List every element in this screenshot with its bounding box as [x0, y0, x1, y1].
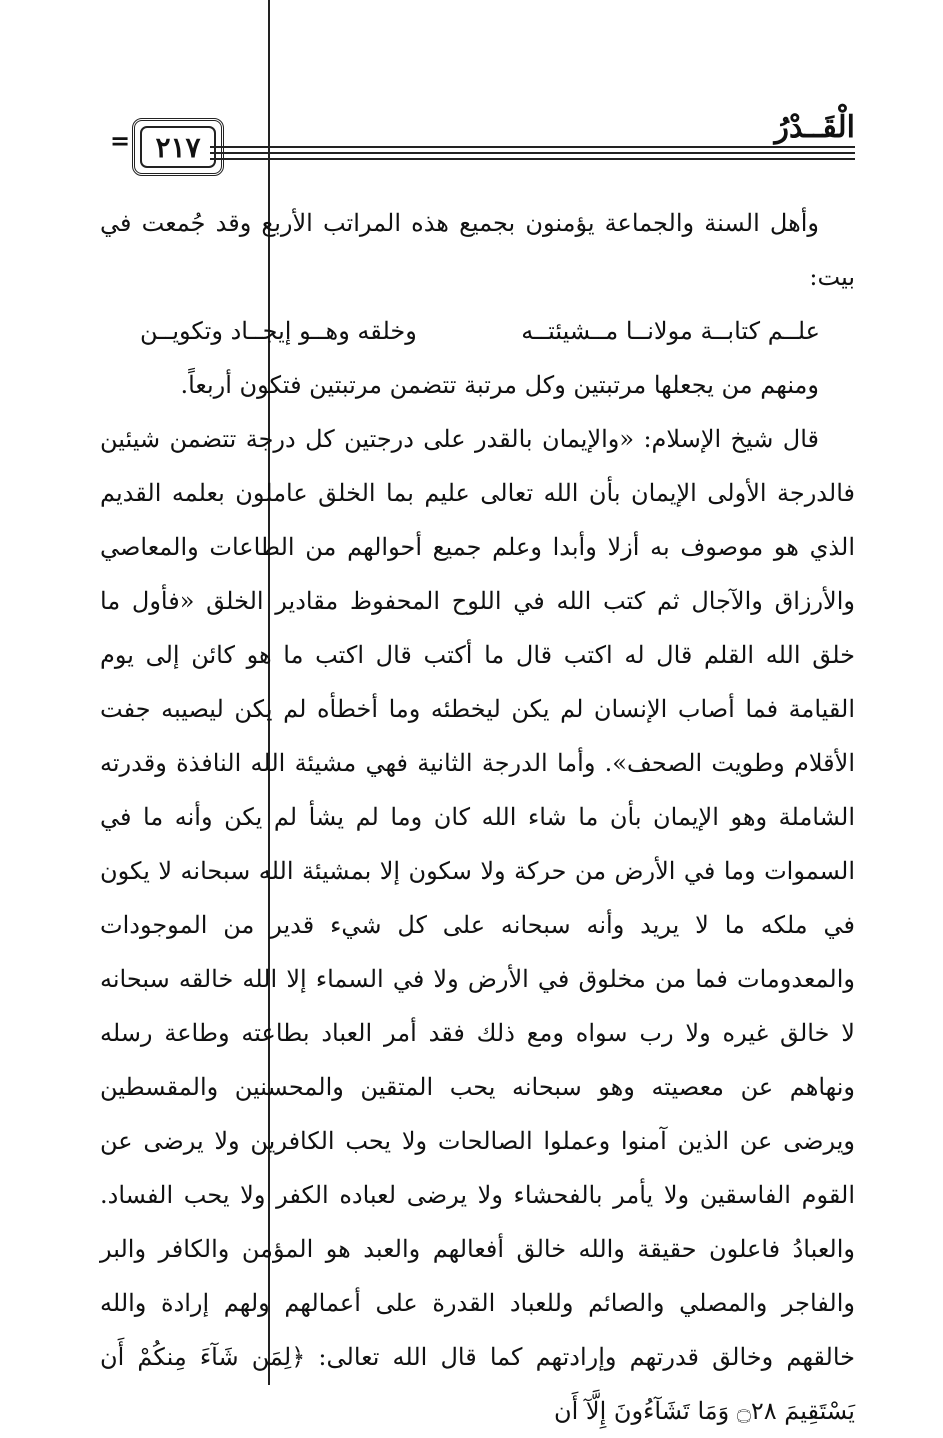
- paragraph-intro: وأهل السنة والجماعة يؤمنون بجميع هذه المراتب الأربع وقد جُمعت في بيت:: [100, 209, 855, 291]
- header-rule: [210, 158, 855, 160]
- header-rule: [210, 146, 855, 148]
- header-separator: =: [110, 126, 131, 155]
- body-text: [100, 196, 855, 1438]
- page-number: ٢١٧: [140, 126, 216, 168]
- poetry-verse: [100, 304, 855, 358]
- header-rule: [210, 152, 855, 154]
- paragraph-quote: قال شيخ الإسلام: «والإيمان بالقدر على درجتين كل درجة تتضمن شيئين فالدرجة الأولى الإيمان بأن الله تعالى عليم بما الخلق عاملون بعلمه القديم الذي هو موصوف به أزلا وأبدا وعلم جميع أحوالهم من الطاعات والمعاصي والأرزاق والآجال ثم كتب الله في اللوح المحفوظ مقادير الخلق «فأول ما خلق الله القلم قال له اكتب قال ما أكتب قال اكتب ما هو كائن إلى يوم القيامة فما أصاب الإنسان لم يكن ليخطئه وما أخطأه لم يكن ليصيبه جفت الأقلام وطويت الصحف». وأما الدرجة الثانية فهي مشيئة الله النافذة وقدرته الشاملة وهو الإيمان بأن ما شاء الله كان وما لم يشأ لم يكن وأنه ما في السموات وما في الأرض من حركة ولا سكون إلا بمشيئة الله سبحانه لا يكون في ملكه ما لا يريد وأنه سبحانه على كل شيء قدير من الموجودات والمعدومات فما من مخلوق في الأرض ولا في السماء إلا الله خالقه سبحانه لا خالق غيره ولا رب سواه ومع ذلك فقد أمر العباد بطاعته وطاعة رسله ونهاهم عن معصيته وهو سبحانه يحب المتقين والمحسنين والمقسطين ويرضى عن الذين آمنوا وعملوا الصالحات ولا يحب الكافرين ولا يرضى عن القوم الفاسقين ولا يأمر بالفحشاء ولا يرضى لعباده الكفر ولا يحب الفساد. والعبادُ فاعلون حقيقة والله خالق أفعالهم والعبد هو المؤمن والكافر والبر والفاجر والمصلي والصائم وللعباد القدرة على أعمالهم ولهم إرادة والله خالقهم وخالق قدرتهم وإرادتهم كما قال الله تعالى: ﴿لِمَن شَآءَ مِنكُمْ أَن يَسْتَقِيمَ ۝٢٨ وَمَا تَشَآءُونَ إِلَّآ أَن: [100, 425, 855, 1425]
- page-title: الْقَــدْرُ: [774, 110, 855, 145]
- page-header: [110, 108, 855, 178]
- page-number-frame: [132, 118, 224, 176]
- verse-second-hemistich: وخلقه وهــو إيجــاد وتكويــن: [140, 317, 417, 345]
- paragraph-ranks: ومنهم من يجعلها مرتبتين وكل مرتبة تتضمن مرتبتين فتكون أربعاً.: [180, 371, 819, 399]
- verse-first-hemistich: علــم كتابــة مولانــا مــشيئتــه: [521, 317, 820, 345]
